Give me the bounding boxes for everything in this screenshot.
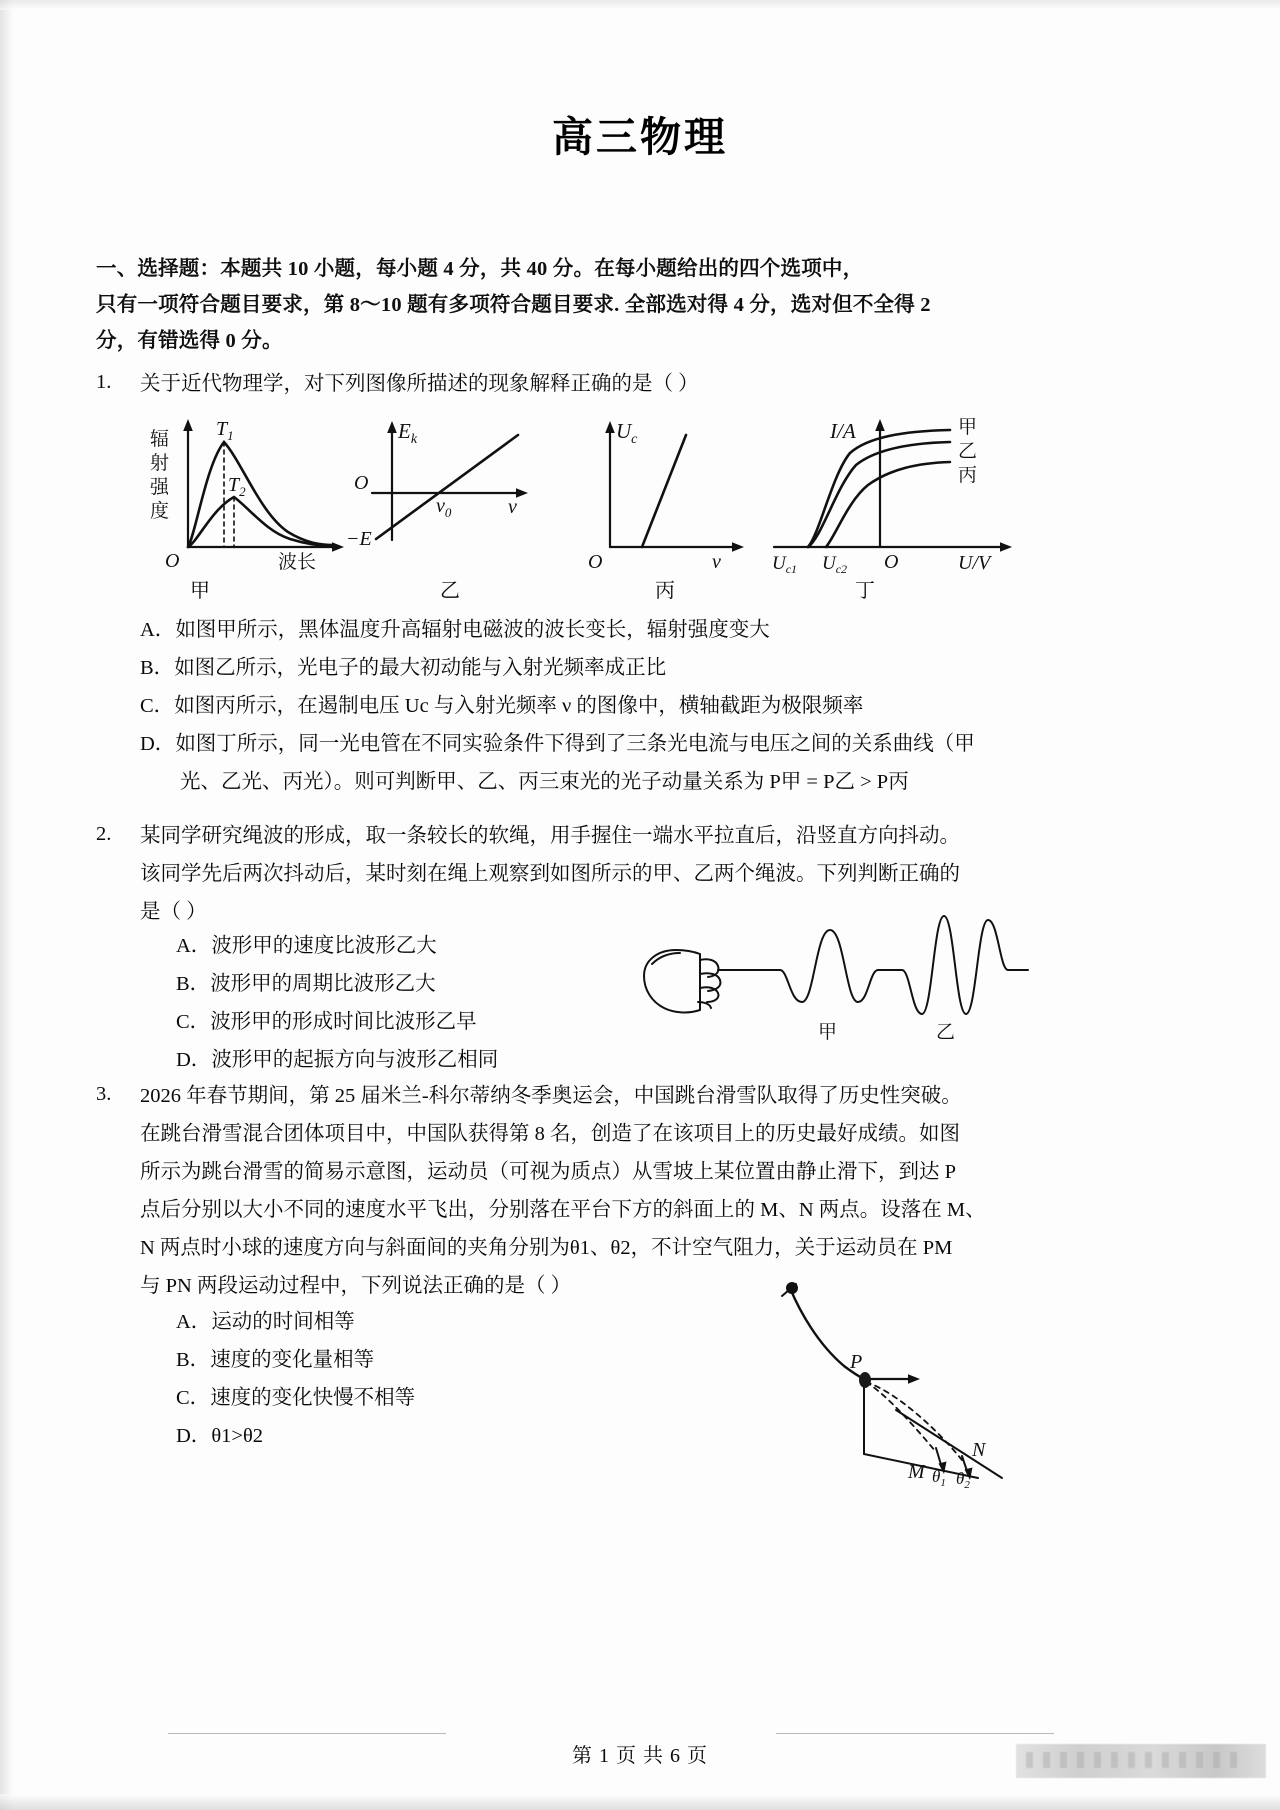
q3-option-b[interactable] <box>176 1344 374 1377</box>
fig1-ylabel-char2: 射 <box>150 453 170 474</box>
q1-option-c-letter: C． <box>140 695 175 717</box>
fig1-ylabel-char1: 辐 <box>150 429 170 450</box>
q2-option-b-text: 波形甲的周期比波形乙大 <box>210 973 436 995</box>
scan-edge-left <box>0 0 14 1810</box>
q3-athlete-start-dot <box>786 1282 798 1294</box>
q3-option-c[interactable] <box>176 1382 415 1415</box>
fig1-ylabel-char3: 强 <box>150 477 170 498</box>
q3-point-p-label: P <box>850 1351 863 1373</box>
q1-figures-svg <box>120 405 1040 580</box>
fig2-x0-label: $\nu_0$ <box>436 495 452 520</box>
fig2-ylabel: $E_k$ <box>398 419 418 447</box>
fig1-origin-label: O <box>165 550 180 572</box>
fig4-uc1-label: $U_{c1}$ <box>772 553 798 576</box>
section-heading-line2: 只有一项符合题目要求，第 8～10 题有多项符合题目要求. 全部选对得 4 分，选对但不全得 2 <box>96 294 931 316</box>
question-2-figure-group <box>630 906 1040 1056</box>
question-2-number: 2. <box>96 823 112 845</box>
q3-figure-svg <box>740 1282 1040 1502</box>
fig3-origin-label: O <box>588 551 603 573</box>
question-2-stem-line2: 该同学先后两次抖动后，某时刻在绳上观察到如图所示的甲、乙两个绳波。下列判断正确的 <box>140 863 960 885</box>
q3-point-m-label: M <box>908 1461 925 1483</box>
q1-option-a-text: 如图甲所示，黑体温度升高辐射电磁波的波长变长，辐射强度变大 <box>175 619 770 641</box>
fig4-curve-jia-label: 甲 <box>958 417 978 438</box>
q2-option-b-letter: B． <box>176 973 211 995</box>
fig4-curve-yi-label: 乙 <box>958 441 978 462</box>
q2-option-a-text: 波形甲的速度比波形乙大 <box>211 935 437 957</box>
question-1-stem: 关于近代物理学，对下列图像所描述的现象解释正确的是（ ） <box>140 373 699 395</box>
q1-option-d-continued: 光、乙光、丙光）。则可判断甲、乙、丙三束光的光子动量关系为 P甲 = P乙 > P丙 <box>180 771 909 793</box>
q2-option-d-letter: D． <box>176 1049 212 1071</box>
q1-option-d-letter: D． <box>140 733 176 755</box>
question-3-number: 3. <box>96 1083 112 1105</box>
question-3-stem-line1: 2026 年春节期间，第 25 届米兰-科尔蒂纳冬季奥运会，中国跳台滑雪队取得了历史性突破。 <box>140 1085 962 1107</box>
fig3-xlabel: ν <box>712 551 721 573</box>
q2-option-c-letter: C． <box>176 1011 211 1033</box>
fig1-xaxis-label: 波长 <box>278 552 317 573</box>
q2-option-a-letter: A． <box>176 935 212 957</box>
q3-option-d-letter: D． <box>176 1425 212 1447</box>
q2-figure-caption-2: 乙 <box>936 1022 956 1043</box>
q2-option-c[interactable] <box>176 1006 477 1039</box>
fig1-ylabel-char4: 度 <box>150 501 170 522</box>
q3-option-d[interactable] <box>176 1420 263 1453</box>
footer-rule-left <box>168 1733 446 1734</box>
q3-option-b-text: 速度的变化量相等 <box>210 1349 375 1371</box>
q2-option-d[interactable] <box>176 1044 498 1077</box>
section-heading-line1: 一、选择题：本题共 10 小题，每小题 4 分，共 40 分。在每小题给出的四个选项中， <box>96 258 864 280</box>
question-3-stem-line5: N 两点时小球的速度方向与斜面间的夹角分别为θ1、θ2，不计空气阻力，关于运动员在 PM <box>140 1237 953 1259</box>
question-3-stem-line4: 点后分别以大小不同的速度水平飞出，分别落在平台下方的斜面上的 M、N 两点。设落在 M、 <box>140 1199 986 1221</box>
page-footer: 第 1 页 共 6 页 <box>572 1745 708 1767</box>
q1-figure-caption-2: 乙 <box>440 580 460 602</box>
fig4-origin-label: O <box>884 551 899 573</box>
q1-option-b-letter: B． <box>140 657 175 679</box>
question-3-figure-group <box>740 1282 1040 1502</box>
q1-option-b[interactable] <box>140 652 666 685</box>
q2-option-c-text: 波形甲的形成时间比波形乙早 <box>210 1011 477 1033</box>
fig1-curve-T1-label: $T_1$ <box>216 418 234 443</box>
q3-option-a[interactable] <box>176 1306 355 1339</box>
q2-option-d-text: 波形甲的起振方向与波形乙相同 <box>211 1049 499 1071</box>
q1-figure-caption-4: 丁 <box>855 580 875 602</box>
question-3-stem-line3: 所示为跳台滑雪的简易示意图，运动员（可视为质点）从雪坡上某位置由静止滑下，到达 P <box>140 1161 957 1183</box>
fig4-curve-bing-label: 丙 <box>958 465 978 486</box>
q3-option-d-text: θ1>θ2 <box>211 1425 264 1447</box>
question-1-figure-group <box>120 405 1040 580</box>
q1-figure-caption-3: 丙 <box>655 580 675 602</box>
section-heading-line3: 分，有错选得 0 分。 <box>96 330 283 352</box>
question-2-stem-line3: 是（ ） <box>140 901 207 923</box>
q3-option-c-letter: C． <box>176 1387 211 1409</box>
q2-figure-caption-1: 甲 <box>818 1022 838 1043</box>
q1-option-c-text: 如图丙所示，在遏制电压 Uc 与入射光频率 ν 的图像中，横轴截距为极限频率 <box>174 695 864 717</box>
fig2-yintercept-label: −E <box>346 528 372 550</box>
q3-point-p-dot <box>859 1372 871 1388</box>
question-3-stem-line6: 与 PN 两段运动过程中，下列说法正确的是（ ） <box>140 1275 572 1297</box>
q2-option-a[interactable] <box>176 930 437 963</box>
page-title: 高三物理 <box>552 114 728 160</box>
q3-option-a-letter: A． <box>176 1311 212 1333</box>
q2-option-b[interactable] <box>176 968 436 1001</box>
fig2-origin-label: O <box>354 472 369 494</box>
question-3-stem-line2: 在跳台滑雪混合团体项目中，中国队获得第 8 名，创造了在该项目上的历史最好成绩。如图 <box>140 1123 960 1145</box>
q1-option-d[interactable] <box>140 728 975 761</box>
fig4-uc2-label: $U_{c2}$ <box>822 553 848 576</box>
q3-angle1-label: $\theta_1$ <box>932 1467 946 1489</box>
fig3-ylabel: $U_c$ <box>616 419 638 447</box>
fig1-curve-T2-label: $T_2$ <box>228 474 246 499</box>
q1-figure-caption-1: 甲 <box>190 580 210 602</box>
question-2-stem-line1: 某同学研究绳波的形成，取一条较长的软绳，用手握住一端水平拉直后，沿竖直方向抖动。 <box>140 825 960 847</box>
fig4-xlabel: U/V <box>958 552 991 574</box>
fig2-xlabel: ν <box>508 496 517 518</box>
scan-watermark <box>1016 1744 1266 1778</box>
q1-option-b-text: 如图乙所示，光电子的最大初动能与入射光频率成正比 <box>174 657 667 679</box>
q3-point-n-label: N <box>972 1439 986 1461</box>
fig4-ylabel: I/A <box>830 419 856 443</box>
q1-option-d-text: 如图丁所示，同一光电管在不同实验条件下得到了三条光电流与电压之间的关系曲线（甲 <box>175 733 975 755</box>
q3-angle2-label: $\theta_2$ <box>956 1469 970 1491</box>
q3-option-a-text: 运动的时间相等 <box>211 1311 355 1333</box>
q3-option-c-text: 速度的变化快慢不相等 <box>210 1387 416 1409</box>
scan-bottom-strip <box>0 1794 1280 1810</box>
question-1-number: 1. <box>96 371 112 393</box>
q2-figure-svg <box>630 906 1040 1056</box>
footer-rule-right <box>776 1733 1054 1734</box>
scan-edge-top <box>0 0 1280 10</box>
q1-option-a-letter: A． <box>140 619 176 641</box>
q1-option-a[interactable] <box>140 614 770 647</box>
q3-option-b-letter: B． <box>176 1349 211 1371</box>
q1-option-c[interactable] <box>140 690 863 723</box>
